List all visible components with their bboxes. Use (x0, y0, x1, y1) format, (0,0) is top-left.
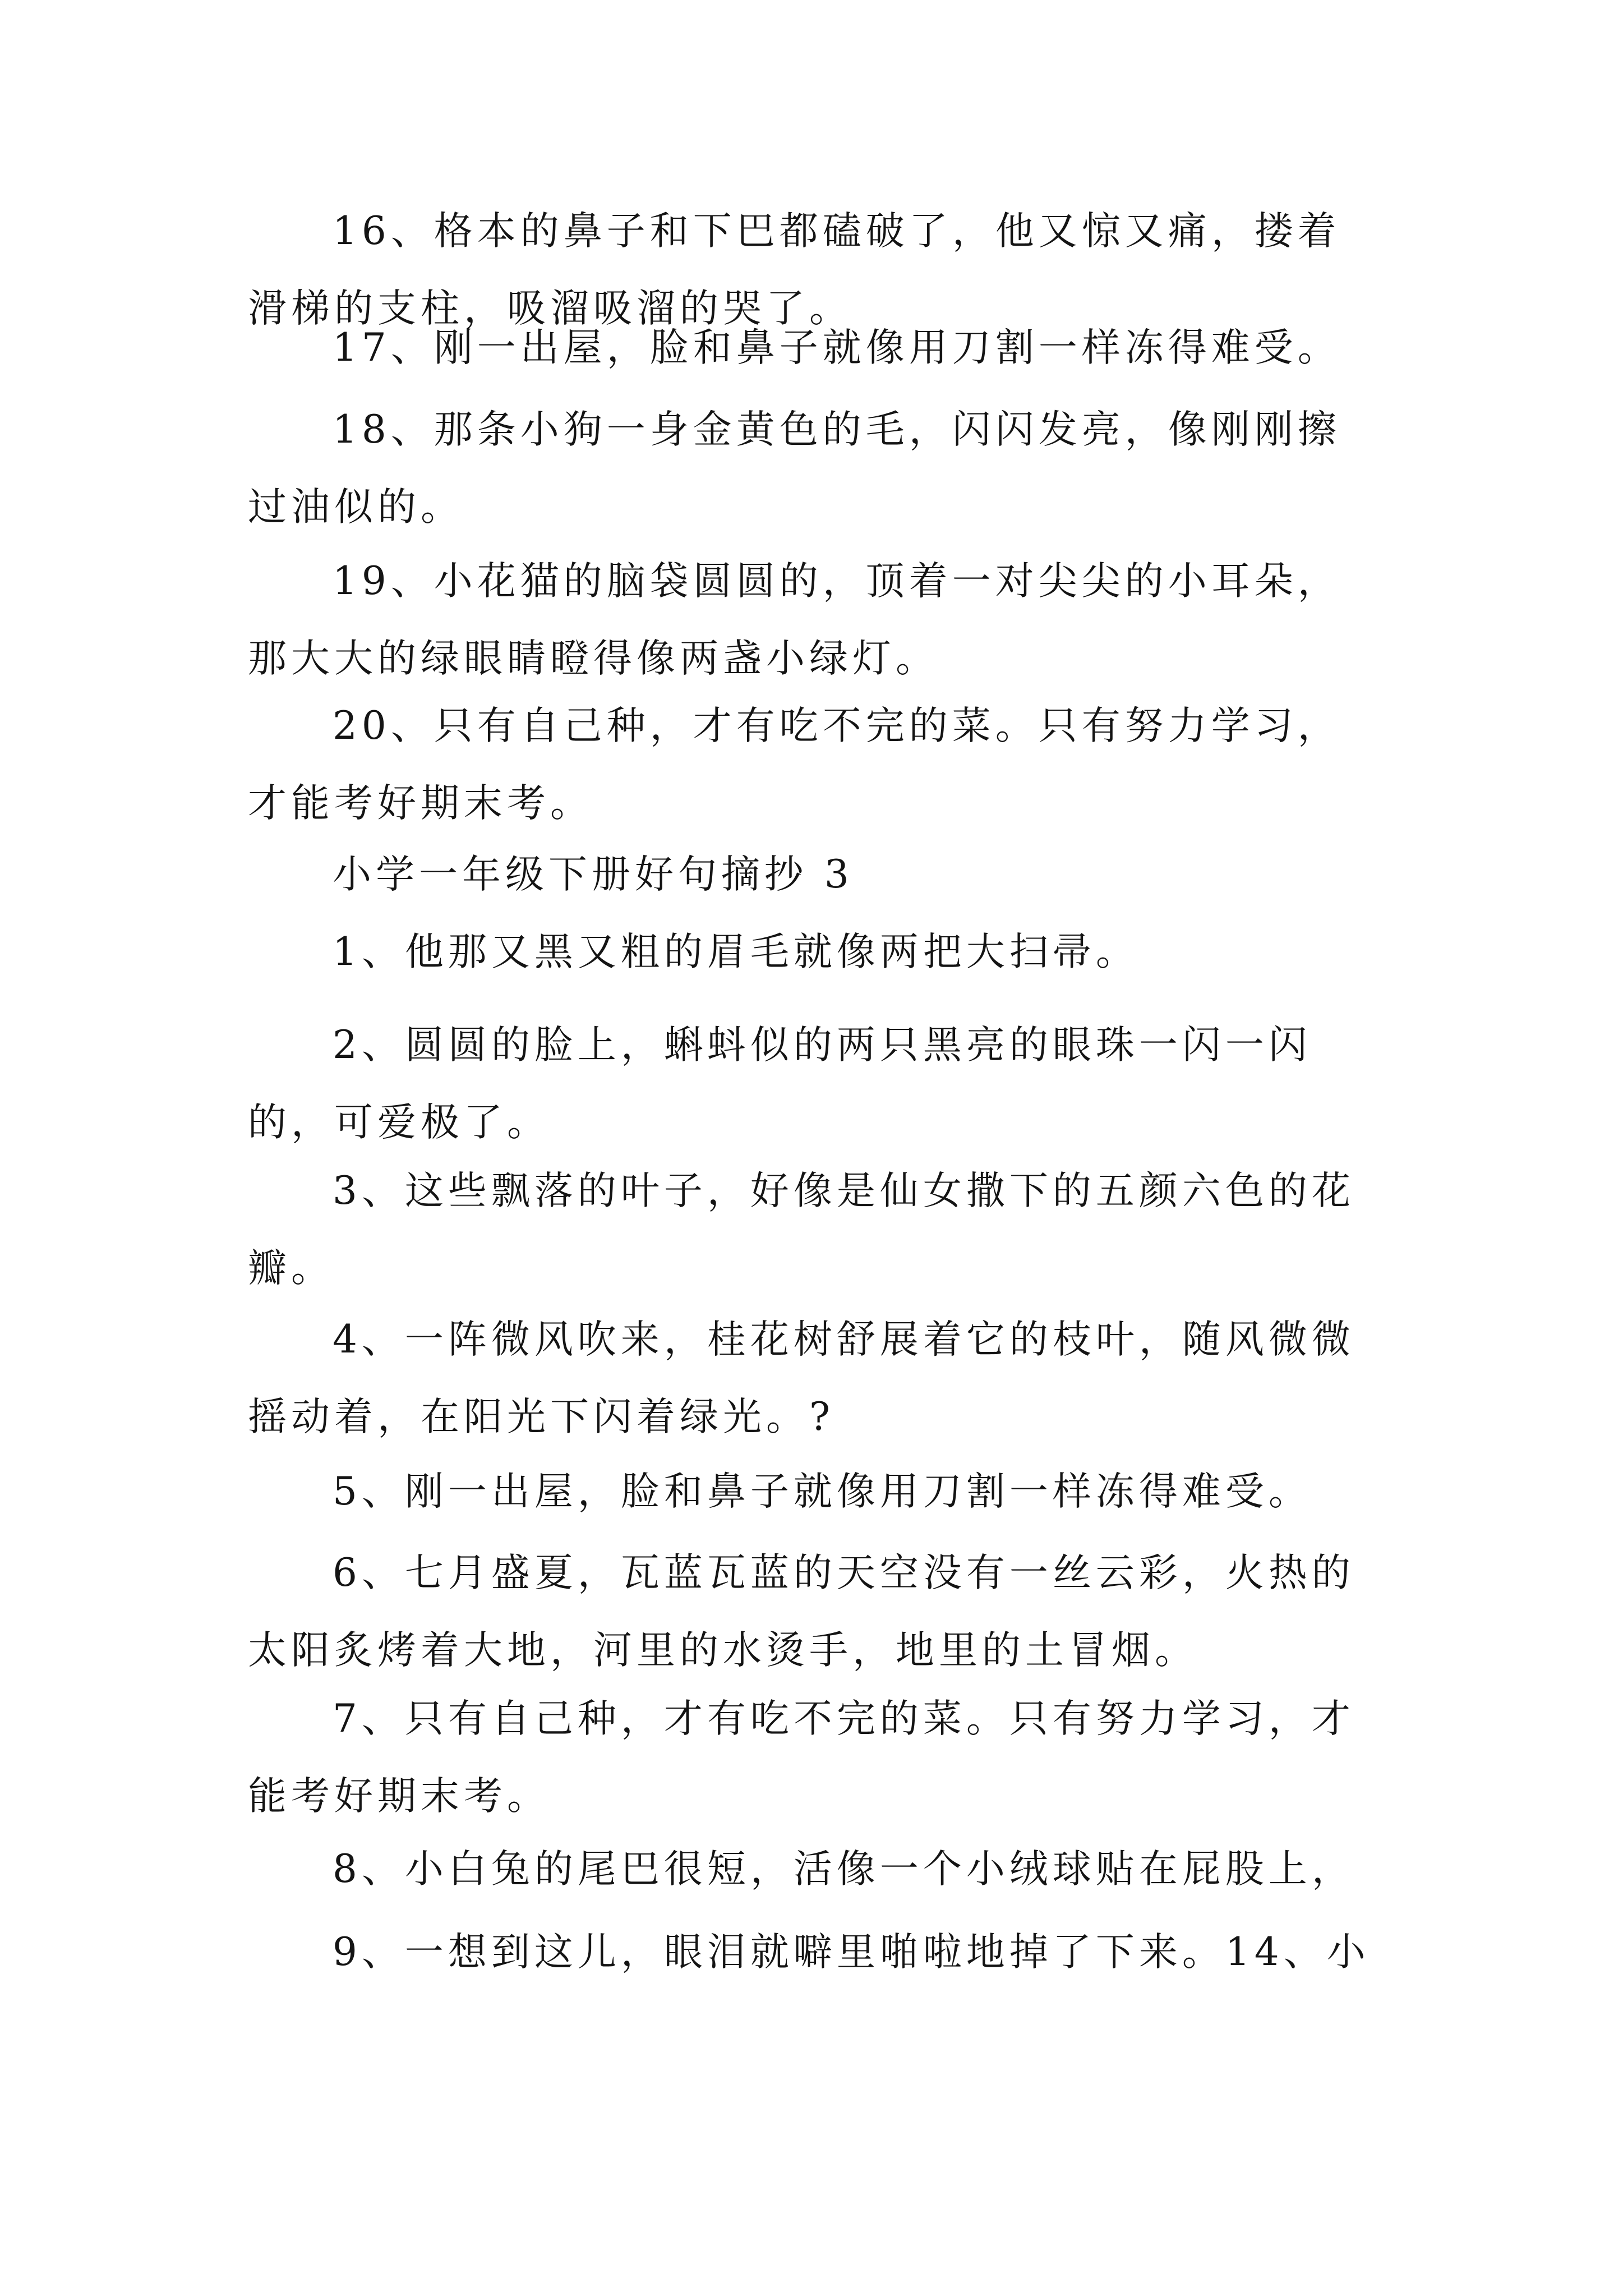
paragraph-8: 8、小白兔的尾巴很短，活像一个小绒球贴在屁股上， (333, 1847, 1355, 1892)
paragraph-3: 3、这些飘落的叶子，好像是仙女撒下的五颜六色的花瓣。 (248, 1168, 1355, 1291)
paragraph-5: 5、刚一出屋，脸和鼻子就像用刀割一样冻得难受。 (333, 1469, 1312, 1514)
paragraph-19: 19、小花猫的脑袋圆圆的，顶着一对尖尖的小耳朵，那大大的绿眼睛瞪得像两盏小绿灯。 (248, 559, 1341, 681)
paragraph-7: 7、只有自己种，才有吃不完的菜。只有努力学习，才能考好期末考。 (248, 1696, 1355, 1819)
section-heading: 小学一年级下册好句摘抄 3 (333, 852, 854, 897)
paragraph-9: 9、一想到这儿，眼泪就噼里啪啦地掉了下来。14、小 (333, 1930, 1370, 1975)
paragraph-17: 17、刚一出屋，脸和鼻子就像用刀割一样冻得难受。 (333, 325, 1341, 370)
paragraph-6: 6、七月盛夏，瓦蓝瓦蓝的天空没有一丝云彩，火热的太阳炙烤着大地，河里的水烫手，地里的土冒烟。 (248, 1550, 1355, 1673)
paragraph-4: 4、一阵微风吹来，桂花树舒展着它的枝叶，随风微微摇动着，在阳光下闪着绿光。? (248, 1317, 1355, 1439)
paragraph-18: 18、那条小狗一身金黄色的毛，闪闪发亮，像刚刚擦过油似的。 (248, 407, 1341, 530)
paragraph-20: 20、只有自己种，才有吃不完的菜。只有努力学习，才能考好期末考。 (248, 703, 1341, 826)
paragraph-16: 16、格本的鼻子和下巴都磕破了，他又惊又痛，搂着滑梯的支柱，吸溜吸溜的哭了。 (248, 209, 1341, 331)
paragraph-2: 2、圆圆的脸上，蝌蚪似的两只黑亮的眼珠一闪一闪的，可爱极了。 (248, 1023, 1312, 1145)
paragraph-1: 1、他那又黑又粗的眉毛就像两把大扫帚。 (333, 930, 1139, 974)
